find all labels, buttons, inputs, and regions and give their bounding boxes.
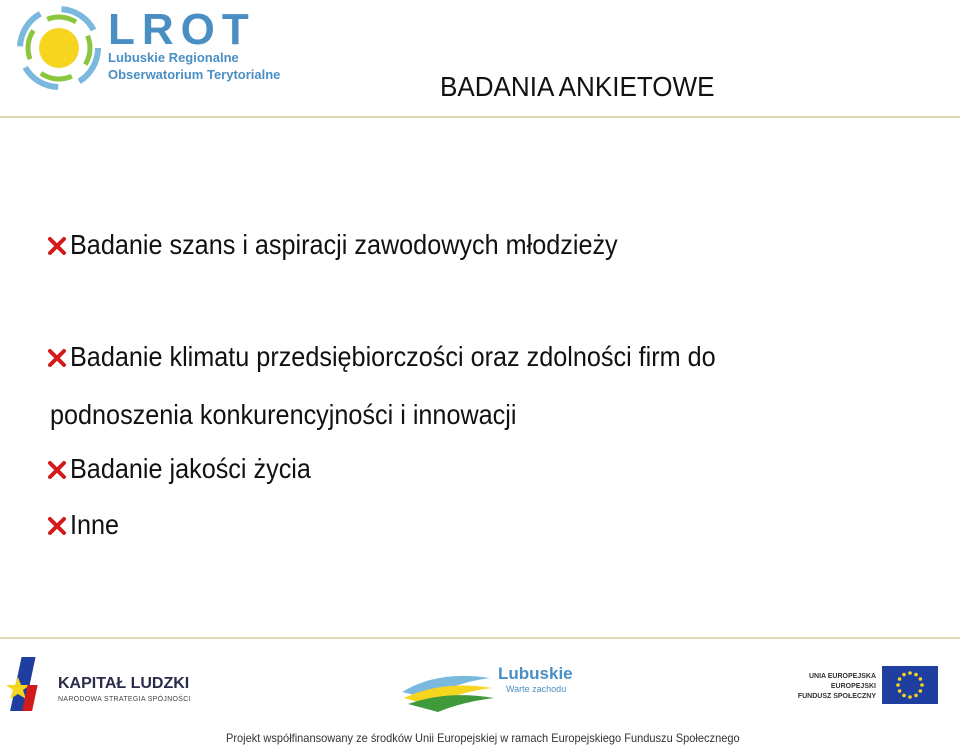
footer-divider — [0, 637, 960, 639]
eu-flag-icon — [882, 666, 938, 704]
lrot-logo-name: LROT — [108, 5, 256, 54]
cofinancing-note: Projekt współfinansowany ze środków Unii Europejskiej w ramach Europejskiego Funduszu Społecznego — [226, 731, 740, 745]
eu-star-icon — [914, 673, 918, 677]
cross-bullet-icon — [47, 348, 67, 368]
kapital-ludzki-title: KAPITAŁ LUDZKI — [58, 675, 190, 692]
cross-bullet-icon — [47, 236, 67, 256]
eu-star-icon — [908, 695, 912, 699]
eu-star-icon — [914, 694, 918, 698]
eu-label-line-1: UNIA EUROPEJSKA — [808, 673, 876, 680]
eu-label-line-3: FUNDUSZ SPOŁECZNY — [797, 693, 876, 700]
eu-star-icon — [898, 689, 902, 693]
bullet-item-text: Badanie szans i aspiracji zawodowych młodzieży — [70, 229, 618, 260]
cross-bullet-icon — [47, 460, 67, 480]
bullet-item-continuation: podnoszenia konkurencyjności i innowacji — [50, 399, 517, 430]
kapital-ludzki-subtitle: NARODOWA STRATEGIA SPÓJNOŚCI — [58, 696, 191, 703]
eu-star-icon — [919, 677, 923, 681]
bullet-item-text: Inne — [70, 509, 120, 540]
lrot-logo-subtitle-1: Lubuskie Regionalne — [108, 50, 239, 65]
kapital-ludzki-star-icon — [4, 655, 54, 713]
bullet-item-text: Badanie klimatu przedsiębiorczości oraz zdolności firm do — [70, 341, 716, 372]
eu-star-icon — [919, 689, 923, 693]
page-title: BADANIA ANKIETOWE — [440, 71, 715, 102]
header-divider — [0, 116, 960, 118]
eu-star-icon — [896, 683, 900, 687]
lubuskie-name: Lubuskie — [498, 664, 573, 683]
eu-star-icon — [902, 673, 906, 677]
eu-star-icon — [920, 683, 924, 687]
lrot-logo-subtitle-2: Obserwatorium Terytorialne — [108, 67, 281, 82]
eu-star-icon — [908, 671, 912, 675]
lubuskie-tagline: Warte zachodu — [506, 684, 567, 694]
eu-label-line-2: EUROPEJSKI — [830, 683, 876, 690]
eu-star-icon — [902, 694, 906, 698]
lrot-sun-logo-icon — [14, 5, 104, 91]
eu-star-icon — [898, 677, 902, 681]
bullet-item-text: Badanie jakości życia — [70, 453, 311, 484]
lubuskie-wave-logo-icon — [398, 668, 498, 712]
cross-bullet-icon — [47, 516, 67, 536]
